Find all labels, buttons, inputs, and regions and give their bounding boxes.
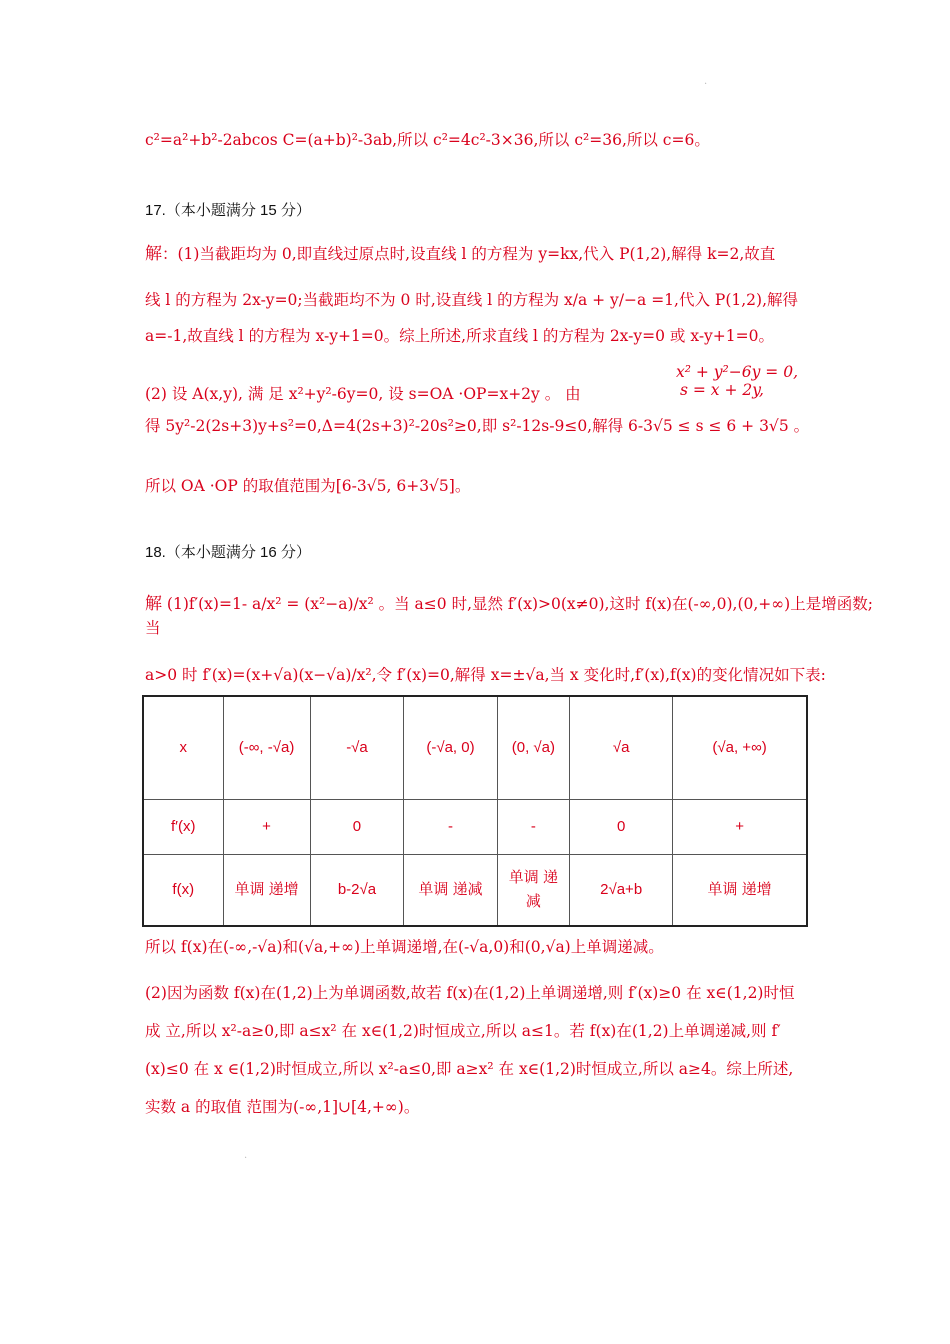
table-cell: (√a, +∞) — [673, 696, 807, 800]
solution-label: 解 — [145, 244, 162, 264]
table-cell: -√a — [310, 696, 404, 800]
p17-line-4: (2) 设 A(x,y), 满 足 x²+y²-6y=0, 设 s=OA ·OP=x+2y 。 由 — [145, 385, 581, 403]
p18-line-1: 解 (1)f′(x)=1- a/x² = (x²−a)/x² 。当 a≤0 时,显然 f′(x)>0(x≠0),这时 f(x)在(-∞,0),(0,+∞)上是增函数; — [145, 594, 873, 614]
table-row — [143, 855, 807, 927]
table-cell: + — [673, 800, 807, 855]
table-cell: 0 — [310, 800, 404, 855]
law-of-cosines-line: c²=a²+b²-2abcos C=(a+b)²-3ab,所以 c²=4c²-3×36,所以 c²=36,所以 c=6。 — [145, 131, 710, 149]
table-cell: f′(x) — [143, 800, 223, 855]
system-equation-1: x² + y²−6y = 0, — [676, 363, 799, 381]
p18-line-2: a>0 时 f′(x)=(x+√a)(x−√a)/x²,令 f′(x)=0,解得 x=±√a,当 x 变化时,f′(x),f(x)的变化情况如下表: — [145, 666, 826, 684]
table-cell: - — [497, 800, 570, 855]
table-row — [143, 800, 807, 855]
problem-17-heading: 17.（本小题满分 15 分） — [145, 202, 311, 219]
table-row — [143, 696, 807, 800]
table-cell: √a — [570, 696, 673, 800]
p18-line-6: (x)≤0 在 x ∈(1,2)时恒成立,所以 x²-a≤0,即 a≥x² 在 x∈(1,2)时恒成立,所以 a≥4。综上所述, — [145, 1060, 794, 1078]
decorative-dot: . — [704, 76, 708, 87]
variation-table — [142, 695, 808, 927]
p18-line-5: 成 立,所以 x²-a≥0,即 a≤x² 在 x∈(1,2)时恒成立,所以 a≤1。若 f(x)在(1,2)上单调递减,则 f′ — [145, 1022, 781, 1040]
p17-line-1: 解：(1)当截距均为 0,即直线过原点时,设直线 l 的方程为 y=kx,代入 P(1,2),解得 k=2,故直 — [145, 244, 776, 264]
table-cell: + — [223, 800, 310, 855]
table-cell: 单调 递增 — [673, 855, 807, 927]
p17-line-6: 所以 OA ·OP 的取值范围为[6-3√5, 6+3√5]。 — [145, 477, 471, 495]
p18-line-1b: 当 — [145, 619, 161, 637]
table-cell: (-√a, 0) — [404, 696, 497, 800]
problem-18-heading: 18.（本小题满分 16 分） — [145, 544, 311, 561]
table-cell: b-2√a — [310, 855, 404, 927]
solution-label: 解 — [145, 594, 162, 614]
table-cell: 单调 递减 — [497, 855, 570, 927]
p17-line-3: a=-1,故直线 l 的方程为 x-y+1=0。综上所述,所求直线 l 的方程为 2x-y=0 或 x-y+1=0。 — [145, 327, 775, 345]
table-cell: f(x) — [143, 855, 223, 927]
system-equation-2: s = x + 2y, — [680, 381, 764, 399]
p18-line-7: 实数 a 的取值 范围为(-∞,1]∪[4,+∞)。 — [145, 1098, 420, 1116]
p18-line-3: 所以 f(x)在(-∞,-√a)和(√a,+∞)上单调递增,在(-√a,0)和(0,√a)上单调递减。 — [145, 938, 664, 956]
p17-line-2: 线 l 的方程为 2x-y=0;当截距均不为 0 时,设直线 l 的方程为 x/a + y/−a =1,代入 P(1,2),解得 — [145, 291, 798, 309]
table-cell: 单调 递增 — [223, 855, 310, 927]
table-cell: 2√a+b — [570, 855, 673, 927]
table-cell: x — [143, 696, 223, 800]
table-cell: - — [404, 800, 497, 855]
table-cell: 单调 递减 — [404, 855, 497, 927]
decorative-dot: . — [244, 1150, 248, 1161]
table-cell: 0 — [570, 800, 673, 855]
table-cell: (0, √a) — [497, 696, 570, 800]
table-cell: (-∞, -√a) — [223, 696, 310, 800]
p18-line-4: (2)因为函数 f(x)在(1,2)上为单调函数,故若 f(x)在(1,2)上单调递增,则 f′(x)≥0 在 x∈(1,2)时恒 — [145, 984, 795, 1002]
p17-line-5: 得 5y²-2(2s+3)y+s²=0,Δ=4(2s+3)²-20s²≥0,即 s²-12s-9≤0,解得 6-3√5 ≤ s ≤ 6 + 3√5 。 — [145, 417, 810, 435]
